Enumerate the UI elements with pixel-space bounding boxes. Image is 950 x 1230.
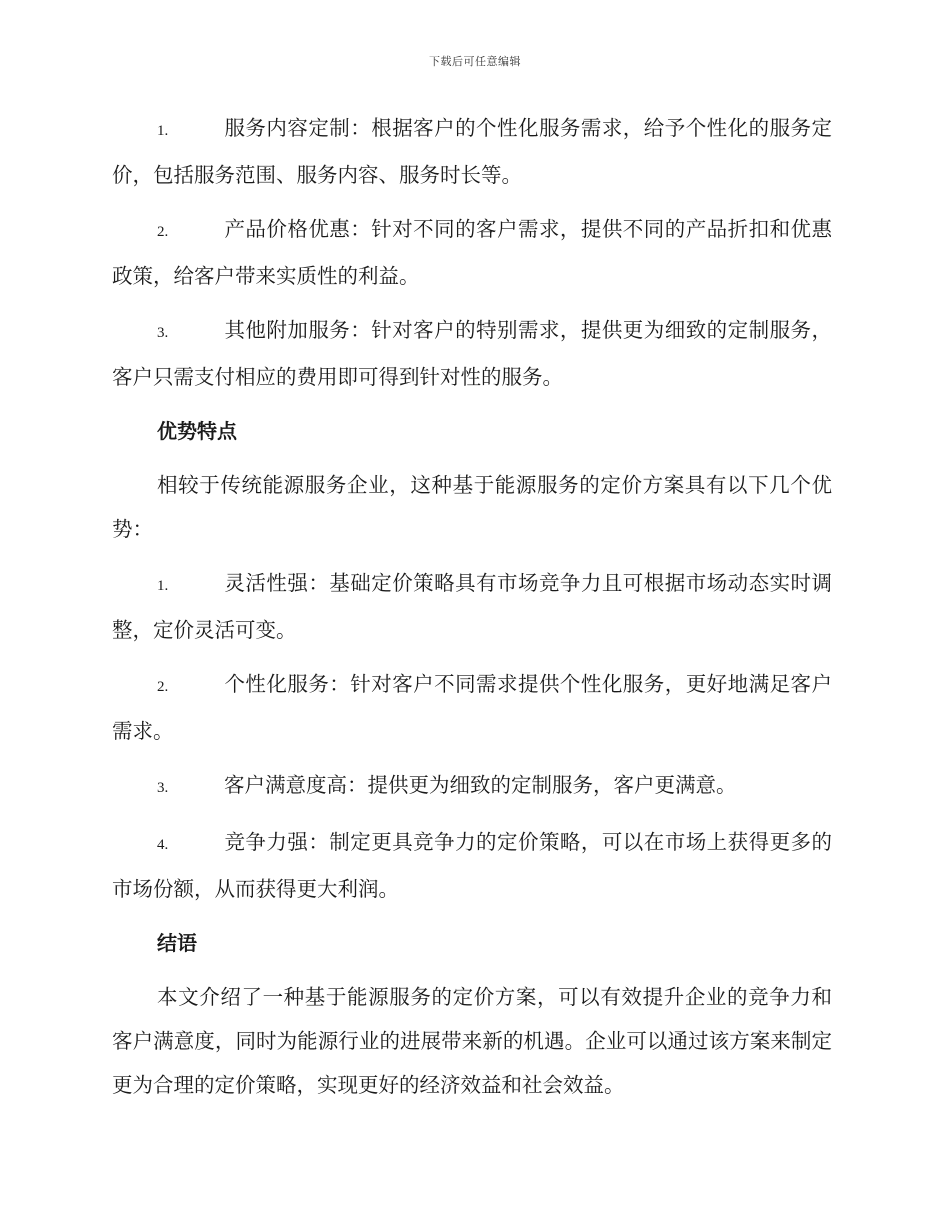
list-number: 4. (157, 837, 169, 853)
list-item-text: 个性化服务：针对客户不同需求提供个性化服务，更好地满足客户需求。 (112, 672, 832, 743)
list-item-text: 客户满意度高：提供更为细致的定制服务，客户更满意。 (224, 773, 737, 797)
document-body (112, 106, 832, 1117)
page-header: 下载后可任意编辑 (429, 55, 521, 68)
conclusion-text: 本文介绍了一种基于能源服务的定价方案，可以有效提升企业的竞争力和客户满意度，同时为能源行业的进展带来新的机遇。企业可以通过该方案来制定更为合理的定价策略，实现更好的经济效益和社会效益。 (112, 985, 832, 1097)
pricing-list-item (112, 308, 832, 399)
advantages-intro: 相较于传统能源服务企业，这种基于能源服务的定价方案具有以下几个优势： (112, 473, 832, 541)
list-number: 1. (157, 123, 169, 139)
advantage-list-item (112, 561, 832, 652)
advantage-list-item (112, 763, 832, 810)
list-item-text: 竞争力强：制定更具竞争力的定价策略，可以在市场上获得更多的市场份额，从而获得更大利润。 (112, 830, 832, 901)
advantage-list-item (112, 820, 832, 911)
section-heading-conclusion: 结语 (157, 931, 197, 955)
pricing-list-item (112, 106, 832, 197)
list-item-text: 产品价格优惠：针对不同的客户需求，提供不同的产品折扣和优惠政策，给客户带来实质性的利益。 (112, 217, 832, 288)
section-heading-advantages: 优势特点 (157, 419, 237, 443)
pricing-list-item (112, 207, 832, 298)
list-number: 3. (157, 325, 169, 341)
list-item-text: 灵活性强：基础定价策略具有市场竞争力且可根据市场动态实时调整，定价灵活可变。 (112, 571, 832, 642)
list-item-text: 其他附加服务：针对客户的特别需求，提供更为细致的定制服务，客户只需支付相应的费用即可得到针对性的服务。 (112, 318, 832, 389)
list-number: 3. (157, 780, 169, 796)
list-number: 1. (157, 578, 169, 594)
list-item-text: 服务内容定制：根据客户的个性化服务需求，给予个性化的服务定价，包括服务范围、服务内容、服务时长等。 (112, 116, 832, 187)
list-number: 2. (157, 679, 169, 695)
advantage-list-item (112, 662, 832, 753)
list-number: 2. (157, 224, 169, 240)
